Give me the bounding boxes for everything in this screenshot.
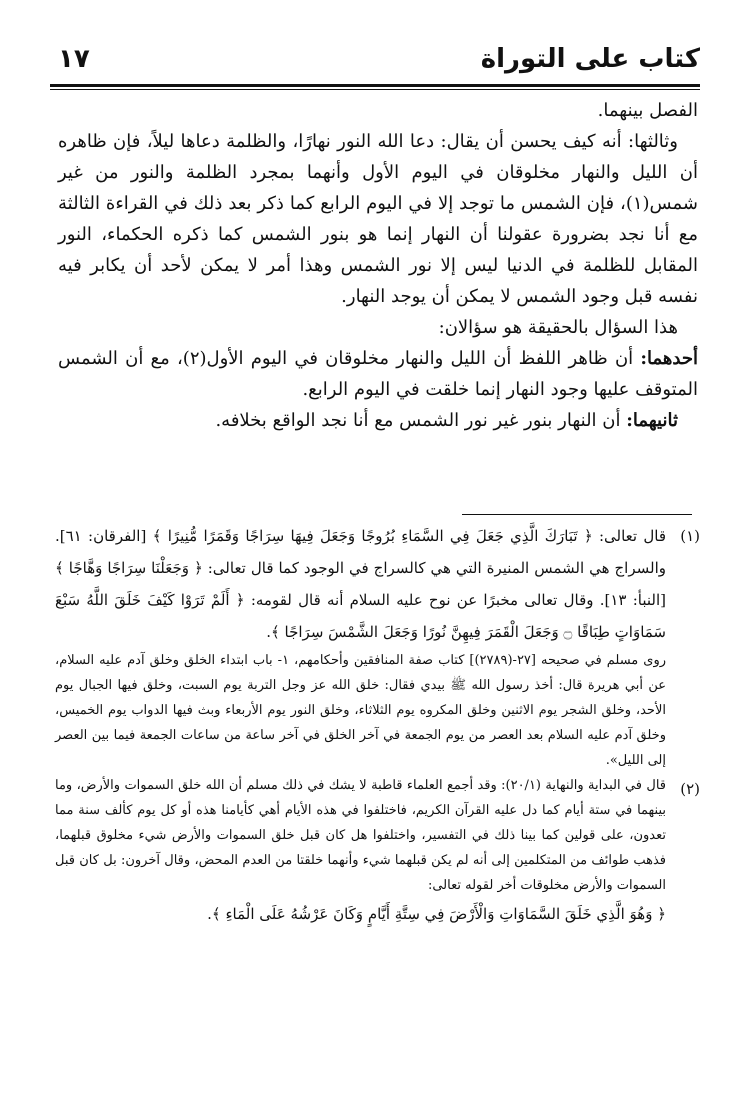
footnote-2-text: قال في البداية والنهاية (٢٠/١): وقد أجمع العلماء قاطبة لا يشك في ذلك مسلم أن الله خلق السموات والأرض، وما بينهما في ستة أيام كما دل عليه القرآن الكريم، فاختلفوا في هذه الأيام أهي كأيامنا هذه أو كل يوم كألف سنة مما تعدون، على قولين كما بينا ذلك في التفسير، واختلفوا هل كان قبل خلق السموات والأرض شيء مخلوق قبلهما، فذهب طوائف من المتكلمين إلى أنه لم يكن قبلهما شيء وأنهما خلقتا من العدم المحض، وقال آخرون: بل كان قبل السموات والأرض مخلوقات أخر لقوله تعالى: (55, 778, 666, 893)
footnotes (55, 520, 700, 930)
header-rule (50, 84, 700, 87)
footnote-1-hadith: روى مسلم في صحيحه [٢٧-(٢٧٨٩)] كتاب صفة المنافقين وأحكامهم، ١- باب ابتداء الخلق وخلق آدم عليه السلام، عن أبي هريرة قال: أخذ رسول الله ﷺ بيدي فقال: خلق الله عز وجل التربة يوم السبت، وخلق فيها الجبال يوم الأحد، وخلق الشجر يوم الاثنين وخلق المكروه يوم الثلاثاء، وخلق النور يوم الأربعاء وبث فيها الدواب يوم الخميس، وخلق آدم عليه السلام بعد العصر من يوم الجمعة في آخر الخلق في آخر ساعة من ساعات الجمعة فيما بين العصر إلى الليل». (55, 653, 667, 768)
paragraph-1: الفصل بينهما. (597, 100, 698, 121)
paragraph-4-lead: أحدهما: (640, 348, 698, 369)
footnote-1-verses: قال تعالى: ﴿ تَبَارَكَ الَّذِي جَعَلَ فِي السَّمَاءِ بُرُوجًا وَجَعَلَ فِيهَا سِرَاجًا وَقَمَرًا مُّنِيرًا ﴾ [الفرقان: ٦١]. والسراج هي الشمس المنيرة التي هي كالسراج في الوجود كما قال تعالى: ﴿ وَجَعَلْنَا سِرَاجًا وَهَّاجًا ﴾ [النبأ: ١٣]. وقال تعالى مخبرًا عن نوح عليه السلام أنه قال لقومه: ﴿ أَلَمْ تَرَوْا كَيْفَ خَلَقَ اللَّهُ سَبْعَ سَمَاوَاتٍ طِبَاقًا ۝ وَجَعَلَ الْقَمَرَ فِيهِنَّ نُورًا وَجَعَلَ الشَّمْسَ سِرَاجًا ﴾. (55, 527, 666, 641)
footnote-1 (55, 520, 700, 773)
footnote-2-verse: ﴿ وَهُوَ الَّذِي خَلَقَ السَّمَاوَاتِ وَالْأَرْضَ فِي سِتَّةِ أَيَّامٍ وَكَانَ عَرْشُهُ عَلَى الْمَاءِ ﴾. (207, 905, 666, 923)
paragraph-4 (58, 343, 698, 405)
paragraph-5-text: أن النهار بنور غير نور الشمس مع أنا نجد الواقع بخلافه. (215, 410, 627, 431)
paragraph-5 (58, 405, 698, 436)
footnote-separator (462, 514, 692, 515)
running-title: كتاب على التوراة (480, 44, 700, 74)
page-header (50, 40, 700, 85)
header-rule-thin (50, 89, 700, 90)
footnote-2-number: (٢) (680, 780, 700, 798)
paragraph-5-lead: ثانيهما: (626, 410, 678, 431)
paragraph-3: هذا السؤال بالحقيقة هو سؤالان: (438, 317, 678, 338)
footnote-2 (55, 773, 700, 930)
footnote-1-number: (١) (680, 527, 700, 545)
paragraph-2: وثالثها: أنه كيف يحسن أن يقال: دعا الله النور نهارًا، والظلمة دعاها ليلاً، فإن ظاهره أن الليل والنهار مخلوقان في اليوم الأول وأنهما بمجرد الظلمة والنور من غير شمس(١)، فإن الشمس ما توجد إلا في اليوم الرابع كما ذكر بعد ذلك في القراءة الثالثة مع أنا نجد بضرورة عقولنا أن النهار إنما هو بنور الشمس كما ذكره الحكماء، النور المقابل للظلمة في الدنيا ليس إلا نور الشمس وهذا أمر لا يمكن لأحد أن يكابر فيه نفسه قبل وجود الشمس لا يمكن أن يوجد النهار. (58, 131, 698, 307)
paragraph-4-text: أن ظاهر اللفظ أن الليل والنهار مخلوقان في اليوم الأول(٢)، مع أن الشمس المتوقف عليها وجود النهار إنما خلقت في اليوم الرابع. (58, 348, 698, 400)
main-text (58, 95, 698, 436)
page-number: ١٧ (58, 44, 90, 74)
